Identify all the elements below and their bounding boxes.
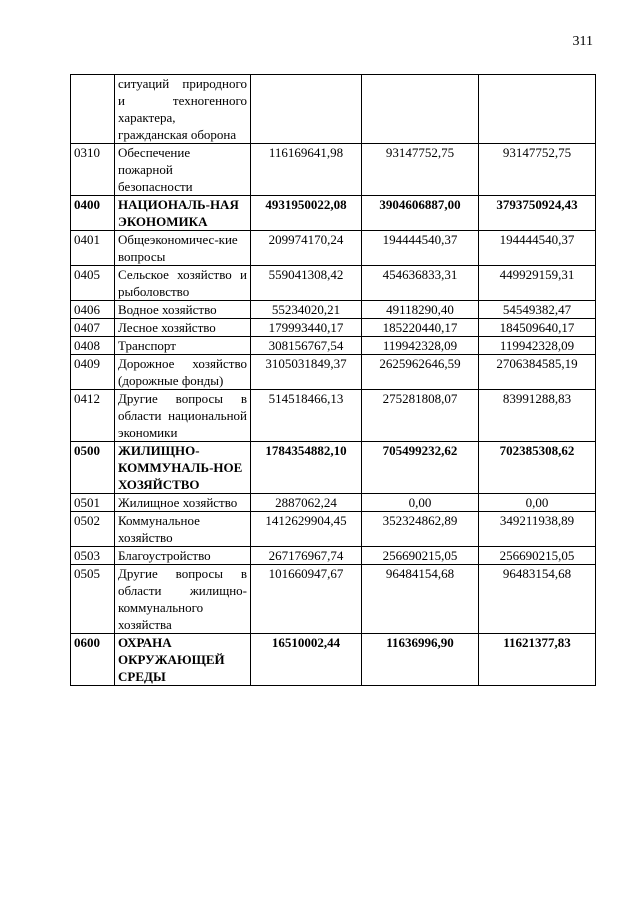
section-code: 0406 (71, 301, 115, 319)
value-col-2: 185220440,17 (362, 319, 479, 337)
section-name: Дорожное хозяйство (дорожные фонды) (115, 355, 251, 390)
value-col-1: 16510002,44 (251, 634, 362, 686)
table-row (71, 301, 596, 319)
table-row (71, 319, 596, 337)
value-col-1: 1784354882,10 (251, 442, 362, 494)
value-col-2: 275281808,07 (362, 390, 479, 442)
section-name: ситуаций природного и техногенного характера, гражданская оборона (115, 75, 251, 144)
table-row (71, 266, 596, 301)
section-name: ЖИЛИЩНО-КОММУНАЛЬ-НОЕ ХОЗЯЙСТВО (115, 442, 251, 494)
value-col-2: 352324862,89 (362, 512, 479, 547)
value-col-2: 96484154,68 (362, 565, 479, 634)
section-code: 0412 (71, 390, 115, 442)
page-number: 311 (572, 34, 593, 49)
value-col-2: 119942328,09 (362, 337, 479, 355)
value-col-3: 96483154,68 (479, 565, 596, 634)
value-col-2: 0,00 (362, 494, 479, 512)
value-col-1: 514518466,13 (251, 390, 362, 442)
value-col-2: 49118290,40 (362, 301, 479, 319)
value-col-2: 2625962646,59 (362, 355, 479, 390)
table-row (71, 547, 596, 565)
value-col-3: 194444540,37 (479, 231, 596, 266)
value-col-2: 3904606887,00 (362, 196, 479, 231)
table-row (71, 390, 596, 442)
section-name: ОХРАНА ОКРУЖАЮЩЕЙ СРЕДЫ (115, 634, 251, 686)
table-row (71, 231, 596, 266)
table-row (71, 337, 596, 355)
value-col-3: 93147752,75 (479, 144, 596, 196)
table-row-section-total (71, 442, 596, 494)
value-col-3: 83991288,83 (479, 390, 596, 442)
value-col-3: 2706384585,19 (479, 355, 596, 390)
section-name: Другие вопросы в области национальной экономики (115, 390, 251, 442)
value-col-2: 454636833,31 (362, 266, 479, 301)
value-col-3: 349211938,89 (479, 512, 596, 547)
section-name: Жилищное хозяйство (115, 494, 251, 512)
section-name: Транспорт (115, 337, 251, 355)
section-code: 0408 (71, 337, 115, 355)
value-col-1: 55234020,21 (251, 301, 362, 319)
section-code: 0400 (71, 196, 115, 231)
value-col-1: 2887062,24 (251, 494, 362, 512)
value-col-3: 0,00 (479, 494, 596, 512)
section-code: 0401 (71, 231, 115, 266)
value-col-2: 11636996,90 (362, 634, 479, 686)
value-col-3: 702385308,62 (479, 442, 596, 494)
value-col-3: 54549382,47 (479, 301, 596, 319)
value-col-3: 256690215,05 (479, 547, 596, 565)
section-code: 0503 (71, 547, 115, 565)
value-col-1: 116169641,98 (251, 144, 362, 196)
section-code: 0500 (71, 442, 115, 494)
table-row (71, 144, 596, 196)
section-code: 0409 (71, 355, 115, 390)
section-code: 0310 (71, 144, 115, 196)
table-row (71, 512, 596, 547)
section-name: Коммунальное хозяйство (115, 512, 251, 547)
section-code: 0600 (71, 634, 115, 686)
value-col-1: 209974170,24 (251, 231, 362, 266)
value-col-1: 308156767,54 (251, 337, 362, 355)
section-name: Лесное хозяйство (115, 319, 251, 337)
section-code (71, 75, 115, 144)
value-col-1: 101660947,67 (251, 565, 362, 634)
value-col-1: 559041308,42 (251, 266, 362, 301)
section-code: 0505 (71, 565, 115, 634)
table-row (71, 565, 596, 634)
value-col-2: 194444540,37 (362, 231, 479, 266)
table-row (71, 75, 596, 144)
value-col-3 (479, 75, 596, 144)
value-col-1: 267176967,74 (251, 547, 362, 565)
value-col-3: 184509640,17 (479, 319, 596, 337)
table-row-section-total (71, 196, 596, 231)
section-code: 0502 (71, 512, 115, 547)
value-col-1: 179993440,17 (251, 319, 362, 337)
value-col-3: 449929159,31 (479, 266, 596, 301)
table-row-section-total (71, 634, 596, 686)
section-name: Общеэкономичес-кие вопросы (115, 231, 251, 266)
value-col-1: 4931950022,08 (251, 196, 362, 231)
section-name: Водное хозяйство (115, 301, 251, 319)
section-code: 0501 (71, 494, 115, 512)
value-col-2: 705499232,62 (362, 442, 479, 494)
value-col-1: 3105031849,37 (251, 355, 362, 390)
value-col-3: 119942328,09 (479, 337, 596, 355)
table-row (71, 494, 596, 512)
section-name: Обеспечение пожарной безопасности (115, 144, 251, 196)
value-col-1: 1412629904,45 (251, 512, 362, 547)
budget-table (70, 74, 596, 686)
value-col-1 (251, 75, 362, 144)
section-name: Сельское хозяйство и рыболовство (115, 266, 251, 301)
value-col-2: 93147752,75 (362, 144, 479, 196)
value-col-2 (362, 75, 479, 144)
section-name: Другие вопросы в области жилищно-коммунального хозяйства (115, 565, 251, 634)
value-col-3: 3793750924,43 (479, 196, 596, 231)
value-col-2: 256690215,05 (362, 547, 479, 565)
section-code: 0407 (71, 319, 115, 337)
table-row (71, 355, 596, 390)
value-col-3: 11621377,83 (479, 634, 596, 686)
section-name: НАЦИОНАЛЬ-НАЯ ЭКОНОМИКА (115, 196, 251, 231)
section-name: Благоустройство (115, 547, 251, 565)
section-code: 0405 (71, 266, 115, 301)
